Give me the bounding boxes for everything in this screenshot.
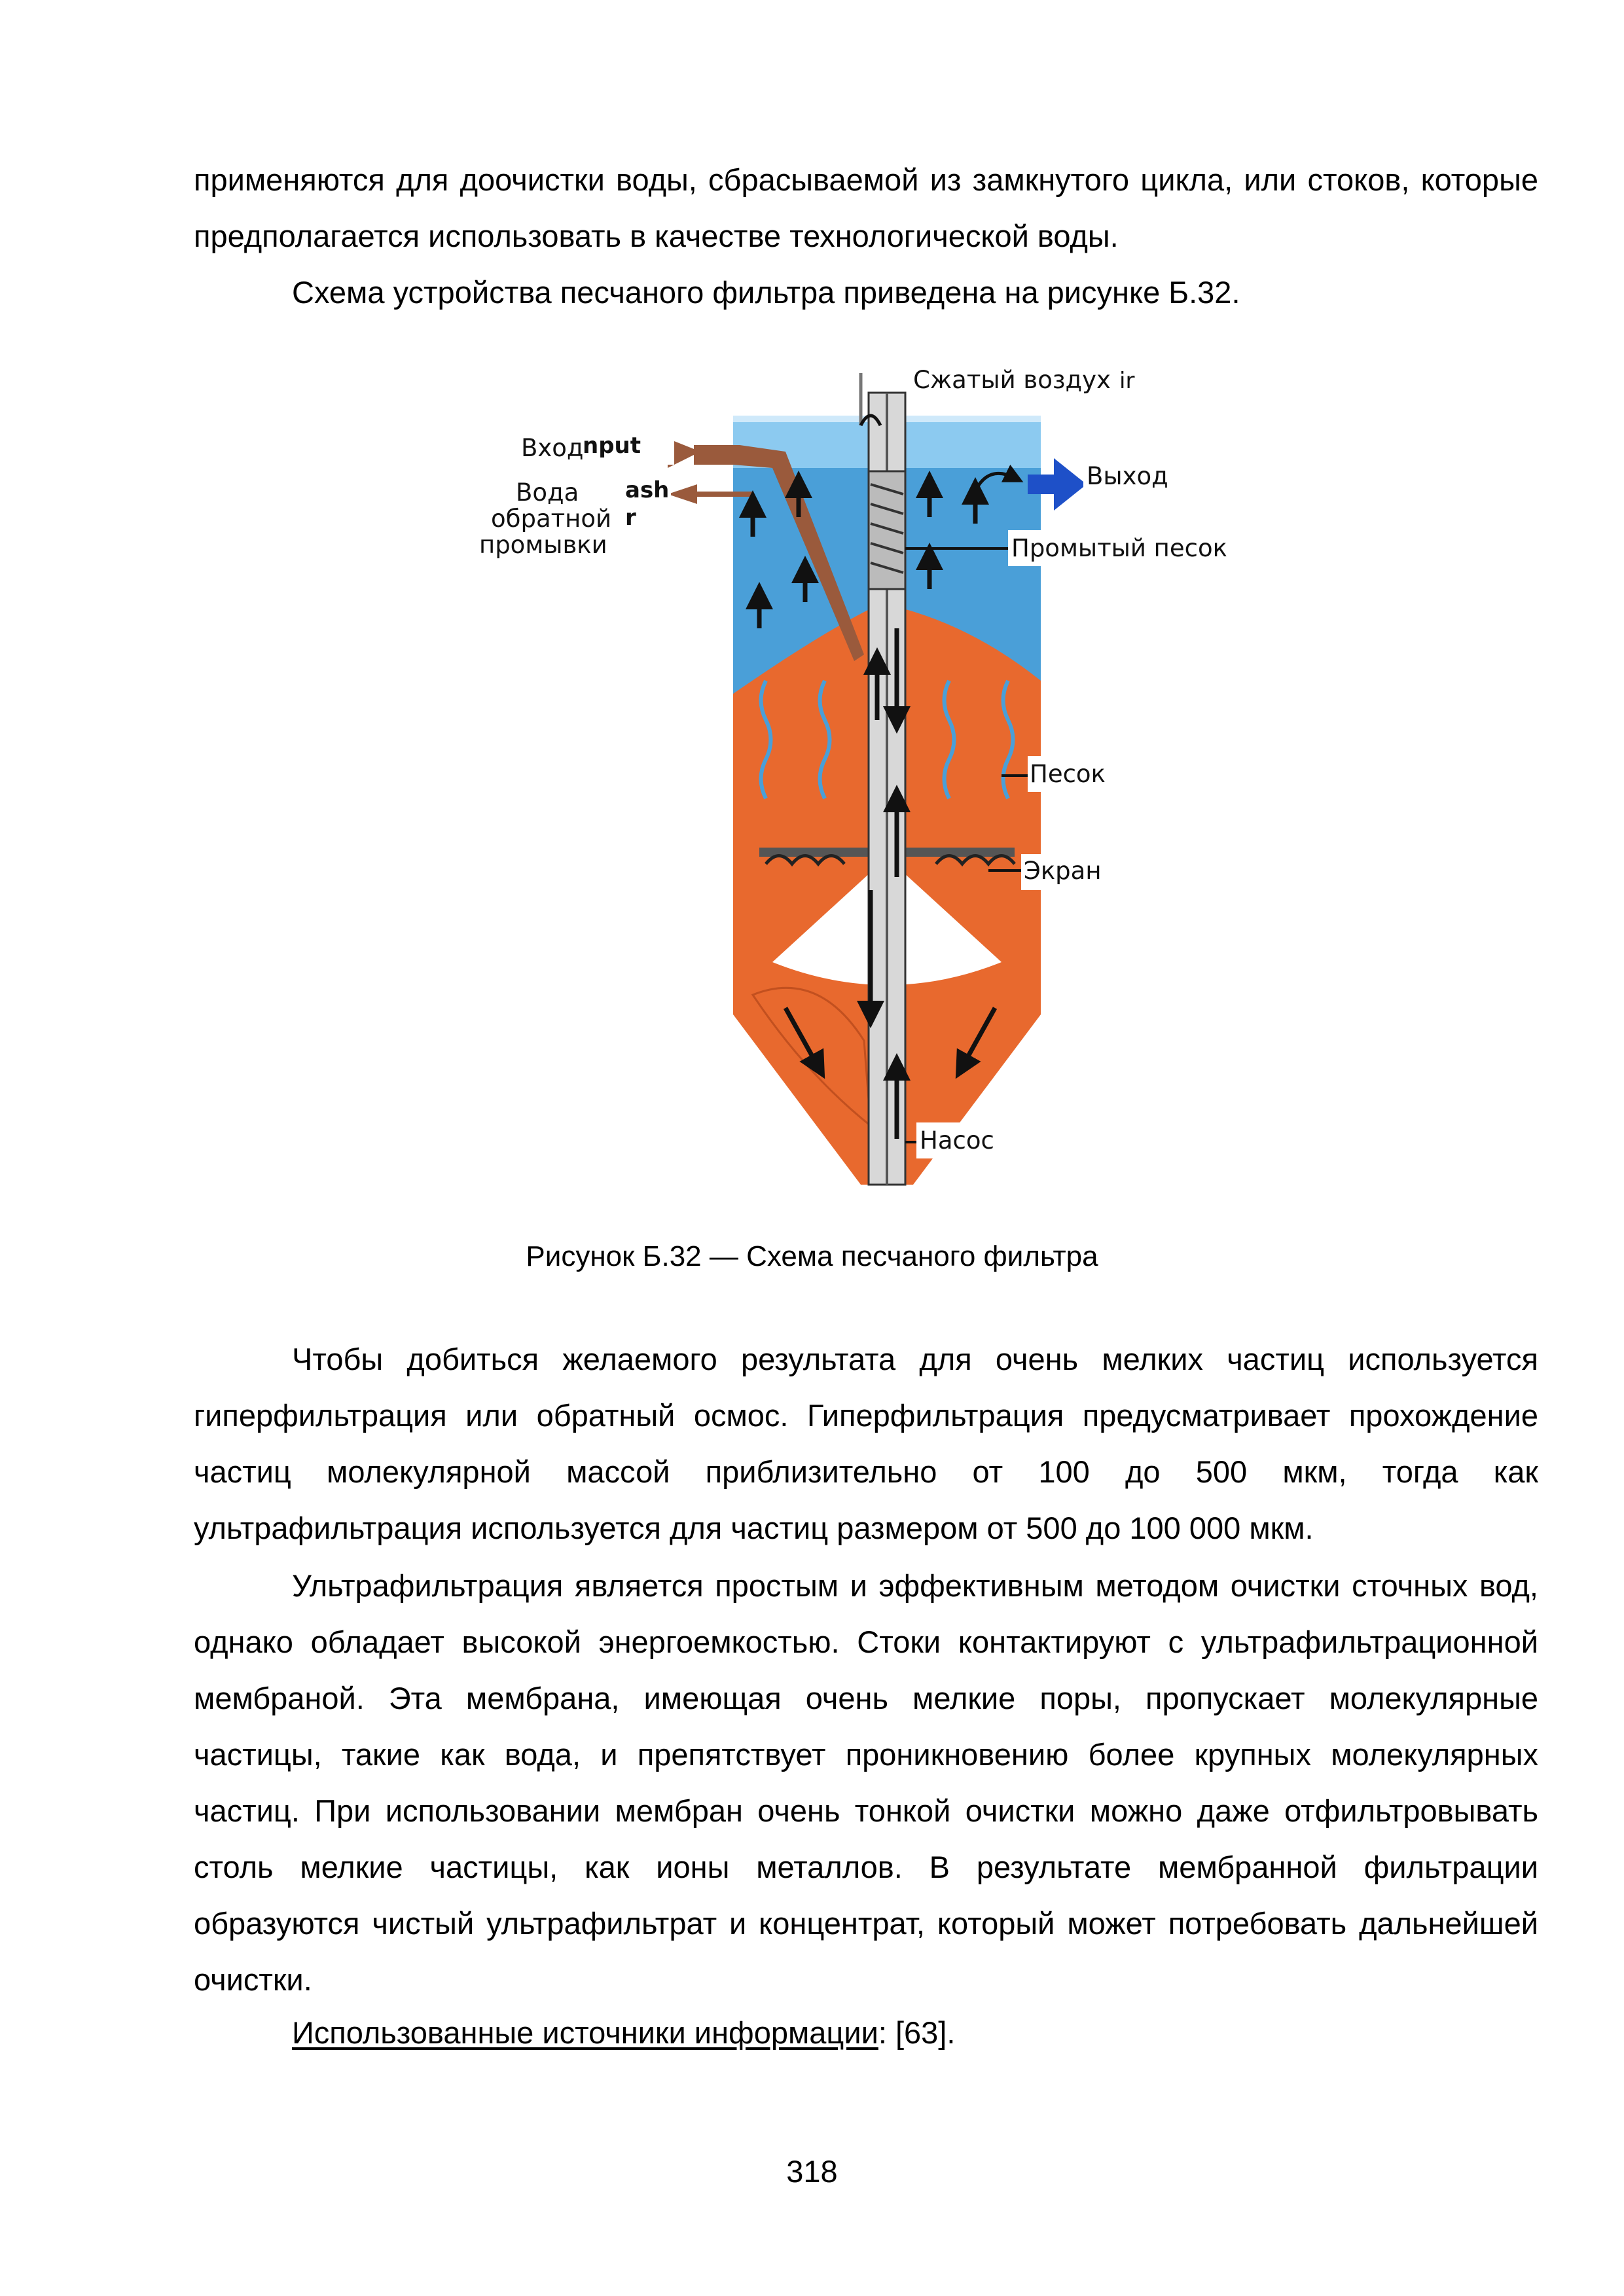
paragraph-hyperfiltration: Чтобы добиться желаемого результата для очень мелких частиц используется гиперфильтрация или обратный осмос. Гиперфильтрация предусматривает прохождение частиц молекулярной массой приблизительно от 100 до 500 мкм, тогда как ультрафильтрация используется для частиц размером от 500 до 100 000 мкм. [194,1342,1538,1545]
label-inlet: Вход [521,434,584,462]
label-backwash-line1: Вода [516,478,579,507]
label-pump: Насос [920,1126,994,1155]
label-backwash-fragment2: r [625,505,636,531]
label-backwash-line3: промывки [479,531,607,559]
sources-line [292,2015,955,2051]
paragraph-ultrafiltration: Ультрафильтрация является простым и эффективным методом очистки сточных вод, однако обладает высокой энергоемкостью. Стоки контактируют с ультрафильтрационной мембраной. Эта мембрана, имеющая очень мелкие поры, пропускает молекулярные частицы, такие как вода, и препятствует проникновению более крупных молекулярных частиц. При использовании мембран очень тонкой очистки можно даже отфильтровывать столь мелкие частицы, как ионы металлов. В результате мембранной фильтрации образуются чистый ультрафильтрат и концентрат, который может потребовать дальнейшей очистки. [194,1568,1538,1997]
label-backwash-fragment1: ash [625,477,670,503]
label-screen: Экран [1024,857,1102,885]
figure-caption: Рисунок Б.32 — Схема песчаного фильтра [526,1240,1098,1272]
label-inlet-fragment: nput [583,433,641,459]
page-number: 318 [786,2154,838,2189]
label-backwash-line2: обратной [491,505,612,533]
label-compressed-air-fragment: ir [1119,368,1135,394]
sources-refs: : [63]. [878,2015,956,2050]
label-compressed-air: Сжатый воздух [913,366,1111,394]
label-sand: Песок [1030,760,1106,788]
label-washed-sand: Промытый песок [1011,534,1227,562]
sand-filter-diagram [478,353,1263,1204]
figure-reference-paragraph: Схема устройства песчаного фильтра приведена на рисунке Б.32. [292,275,1240,310]
label-outlet: Выход [1087,462,1168,490]
intro-paragraph: применяются для доочистки воды, сбрасываемой из замкнутого цикла, или стоков, которые предполагается использовать в качестве технологической воды. [194,162,1538,253]
sources-label: Использованные источники информации [292,2015,878,2050]
